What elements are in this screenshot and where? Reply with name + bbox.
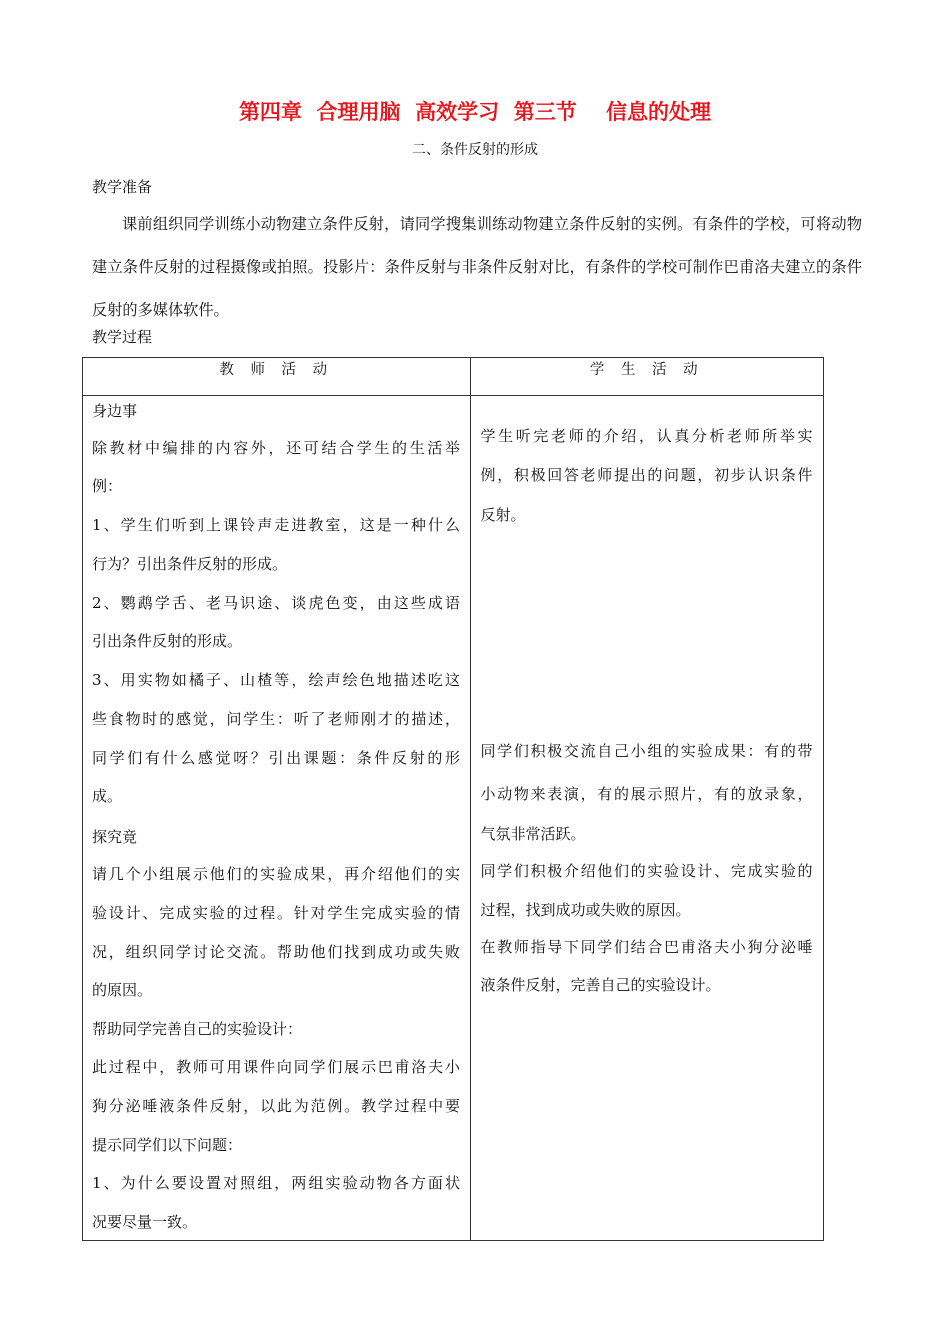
teacher-line: 的原因。 [92, 981, 153, 999]
teacher-line: 提示同学们以下问题： [92, 1136, 243, 1154]
student-line: 反射。 [480, 506, 526, 524]
section-subtitle: 二、条件反射的形成 [412, 142, 538, 158]
teacher-line: 行为？引出条件反射的形成。 [92, 555, 288, 573]
teacher-line: 帮助同学完善自己的实验设计： [92, 1020, 303, 1038]
student-line: 同学们积极介绍他们的实验设计、完成实验的 [480, 862, 813, 880]
teaching-prep-paragraph: 课前组织同学训练小动物建立条件反射，请同学搜集训练动物建立条件反射的实例。有条件的学校，可将动物建立条件反射的过程摄像或拍照。投影片：条件反射与非条件反射对比，有条件的学校可制作巴甫洛夫建立的条件反射的多媒体软件。 [92, 215, 862, 319]
teacher-line: 验设计、完成实验的过程。针对学生完成实验的情 [92, 904, 460, 922]
student-line: 气氛非常活跃。 [480, 825, 586, 843]
teacher-line: 些食物时的感觉，问学生：听了老师刚才的描述， [92, 710, 460, 728]
teacher-line: 探究竟 [92, 828, 138, 846]
table-row [83, 396, 824, 1241]
teaching-prep-heading: 教学准备 [92, 178, 153, 196]
teacher-line: 成。 [92, 787, 123, 805]
student-line: 在教师指导下同学们结合巴甫洛夫小狗分泌唾 [480, 938, 813, 956]
teacher-line: 引出条件反射的形成。 [92, 632, 243, 650]
table-header-row [83, 358, 824, 396]
document-title: 第四章 合理用脑 高效学习 第三节 信息的处理 [238, 100, 712, 124]
student-line: 同学们积极交流自己小组的实验成果：有的带 [480, 742, 813, 760]
teacher-line: 狗分泌唾液条件反射，以此为范例。教学过程中要 [92, 1097, 460, 1115]
student-line: 例，积极回答老师提出的问题，初步认识条件 [480, 466, 813, 484]
teacher-line: 2、鹦鹉学舌、老马识途、谈虎色变，由这些成语 [92, 594, 460, 612]
teacher-activity-cell [83, 396, 471, 1241]
teacher-line: 况，组织同学讨论交流。帮助他们找到成功或失败 [92, 943, 460, 961]
teacher-line: 除教材中编排的内容外，还可结合学生的生活举 [92, 439, 460, 457]
teacher-line: 3、用实物如橘子、山楂等，绘声绘色地描述吃这 [92, 671, 460, 689]
activities-table [82, 357, 824, 1241]
student-activity-cell [470, 396, 823, 1241]
teacher-line: 请几个小组展示他们的实验成果，再介绍他们的实 [92, 865, 460, 883]
student-line: 学生听完老师的介绍，认真分析老师所举实 [480, 427, 813, 445]
teacher-line: 1、学生们听到上课铃声走进教室，这是一种什么 [92, 516, 460, 534]
teacher-line: 况要尽量一致。 [92, 1213, 198, 1231]
teaching-process-heading: 教学过程 [92, 328, 153, 346]
teacher-line: 同学们有什么感觉呀？引出课题：条件反射的形 [92, 749, 460, 767]
teacher-line: 1、为什么要设置对照组，两组实验动物各方面状 [92, 1174, 460, 1192]
teacher-line: 身边事 [92, 402, 138, 420]
student-line: 小动物来表演，有的展示照片，有的放录象， [480, 785, 813, 803]
student-line: 过程，找到成功或失败的原因。 [480, 901, 691, 919]
teacher-activity-header: 教 师 活 动 [83, 358, 471, 396]
student-activity-header: 学 生 活 动 [470, 358, 823, 396]
teacher-line: 此过程中，教师可用课件向同学们展示巴甫洛夫小 [92, 1058, 460, 1076]
teacher-line: 例： [92, 477, 123, 495]
student-line: 液条件反射，完善自己的实验设计。 [480, 976, 721, 994]
